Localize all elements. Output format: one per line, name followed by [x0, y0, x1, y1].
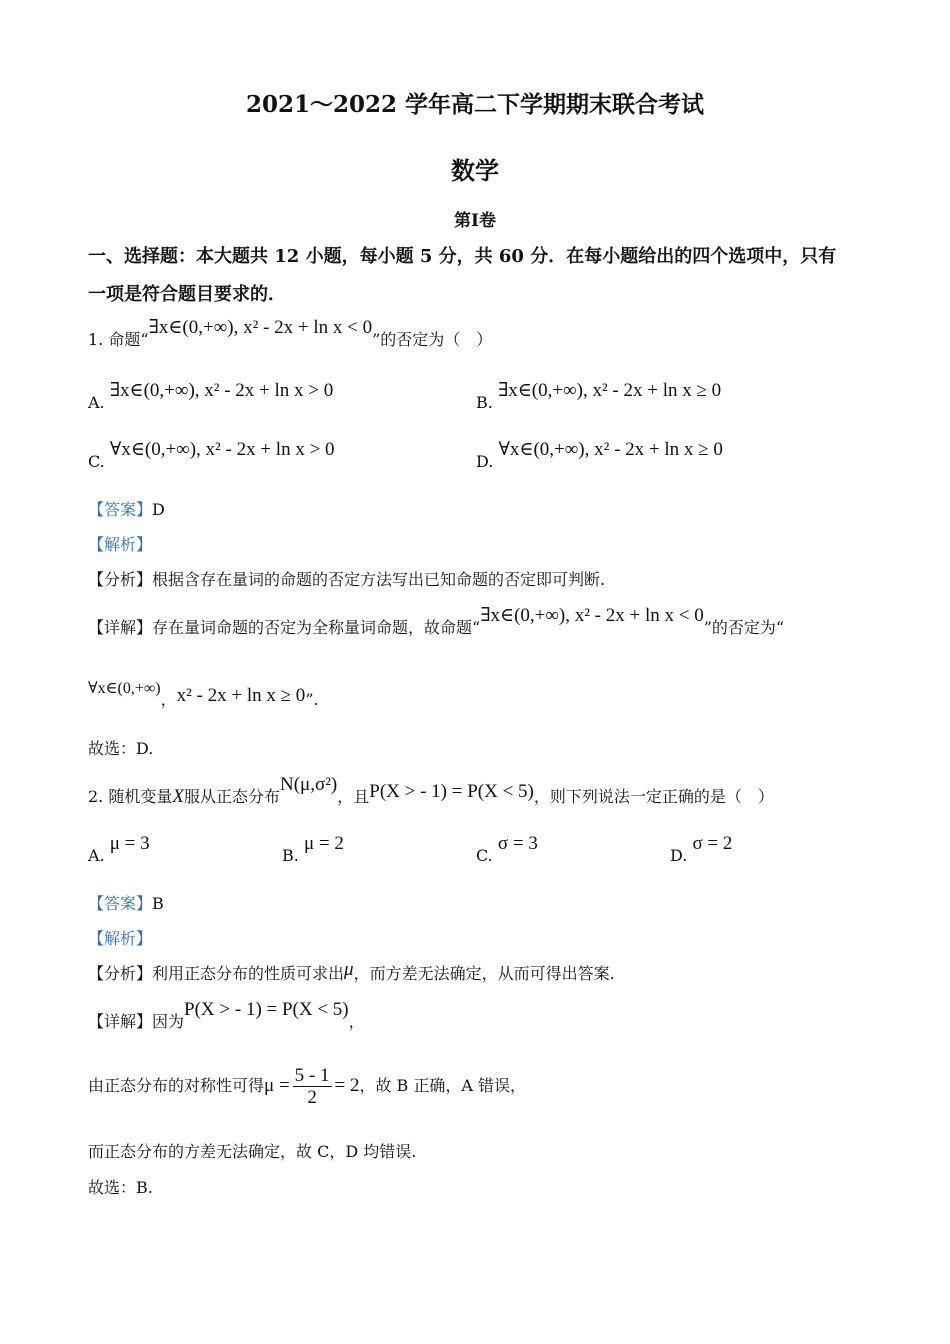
q2-answer-tag: 【答案】 — [88, 894, 153, 913]
q1-answer-value: D — [152, 500, 165, 519]
q1-xiangjie-text: 存在量词命题的否定为全称量词命题，故命题“ — [152, 618, 481, 637]
q2-sym-fraction — [293, 1065, 332, 1108]
q2-fenxi-pre: 利用正态分布的性质可求出 — [152, 964, 345, 983]
q2-suffix: ，则下列说法一定正确的是（ ） — [533, 787, 774, 806]
q1-option-b-expr: ∃x∈(0,+∞), x² - 2x + ln x ≥ 0 — [497, 380, 722, 401]
q1-option-a-expr: ∃x∈(0,+∞), x² - 2x + ln x > 0 — [109, 380, 334, 401]
q1-option-a — [88, 380, 334, 413]
q1-answer — [88, 500, 165, 520]
q2-sym-denominator: 2 — [307, 1087, 317, 1108]
q1-conclusion: 故选：D. — [88, 739, 154, 758]
q1-xiangjie-expr: ∃x∈(0,+∞), x² - 2x + ln x < 0 — [480, 605, 704, 626]
section-heading-line2: 一项是符合题目要求的． — [88, 284, 286, 305]
q2-fenxi-mu — [344, 960, 354, 980]
q2-option-c-expr: σ = 3 — [497, 833, 538, 854]
q1-option-d-expr: ∀x∈(0,+∞), x² - 2x + ln x ≥ 0 — [498, 439, 723, 460]
q1-xiangjie-tag: 【详解】 — [88, 618, 153, 637]
q2-cond: P(X > - 1) = P(X < 5) — [369, 781, 534, 802]
q2-option-c — [476, 833, 538, 866]
q1-fenxi-text: 根据含存在量词的命题的否定方法写出已知命题的否定即可判断. — [152, 570, 606, 589]
q2-stem — [88, 774, 774, 807]
q1-expr: ∃x∈(0,+∞), x² - 2x + ln x < 0 — [148, 317, 373, 338]
q2-var-symbol: X — [172, 786, 184, 807]
q2-option-d-expr: σ = 2 — [692, 833, 733, 854]
q2-sym-post: ，故 B 正确，A 错误， — [359, 1076, 527, 1095]
q1-jiexi-tag: 【解析】 — [88, 535, 153, 554]
q2-option-a-expr: μ = 3 — [109, 833, 150, 854]
q2-fenxi — [88, 959, 615, 984]
q1-option-a-label: A. — [88, 393, 105, 412]
exam-title: 2021～2022 学年高二下学期期末联合考试 — [245, 91, 705, 118]
q1-option-c-label: C. — [88, 452, 105, 471]
q2-fenxi-tag: 【分析】 — [88, 964, 153, 983]
q1-option-d — [476, 439, 723, 472]
q2-fenxi-post: ，而方差无法确定，从而可得出答案. — [353, 964, 615, 983]
q2-var — [172, 787, 184, 807]
q2-jiexi-tag: 【解析】 — [88, 929, 153, 948]
q2-sym-pre: 由正态分布的对称性可得 — [88, 1076, 265, 1095]
q2-option-a — [88, 833, 150, 866]
q2-option-b-expr: μ = 2 — [303, 833, 344, 854]
q2-xiangjie — [88, 999, 365, 1032]
q2-option-a-label: A. — [88, 846, 105, 865]
q2-prefix: 2. 随机变量 — [88, 787, 173, 806]
q1-option-b-label: B. — [476, 393, 493, 412]
q2-sym-mu: μ = — [264, 1075, 290, 1096]
q1-stem — [88, 317, 493, 350]
q1-neg-end: ”. — [305, 690, 319, 709]
q1-prefix: 1. 命题“ — [88, 330, 149, 349]
q2-mid2: ，且 — [337, 787, 370, 806]
q2-xiangjie-tag: 【详解】 — [88, 1012, 153, 1031]
q2-xiangjie-pre: 因为 — [152, 1012, 185, 1031]
q2-answer-value: B — [152, 894, 164, 913]
q1-option-b — [476, 380, 722, 413]
q2-xiangjie-post: ， — [348, 1012, 365, 1031]
q2-option-b — [282, 833, 344, 866]
volume-label: 第Ⅰ卷 — [454, 211, 496, 231]
q1-option-c — [88, 439, 335, 472]
q2-option-d-label: D. — [670, 846, 688, 865]
q1-neg-comma: ， — [160, 690, 177, 709]
q1-option-c-expr: ∀x∈(0,+∞), x² - 2x + ln x > 0 — [109, 439, 335, 460]
q2-option-c-label: C. — [476, 846, 493, 865]
q1-neg-expr2: x² - 2x + ln x ≥ 0 — [176, 685, 306, 706]
q2-option-d — [670, 833, 733, 866]
q2-sym-numerator: 5 - 1 — [294, 1065, 330, 1086]
q1-option-d-label: D. — [476, 452, 494, 471]
q1-neg-expr1: ∀x∈(0,+∞) — [88, 680, 161, 697]
subject-title: 数学 — [451, 156, 499, 185]
q2-fenxi-mu-symbol: μ — [344, 959, 354, 980]
q2-mid1: 服从正态分布 — [183, 787, 280, 806]
q1-negation — [88, 680, 319, 711]
q2-conclusion: 故选：B. — [88, 1178, 153, 1197]
q2-answer — [88, 894, 164, 914]
q1-answer-tag: 【答案】 — [88, 500, 153, 519]
q2-dist: N(μ,σ²) — [279, 774, 338, 795]
section-heading-line1: 一、选择题：本大题共 12 小题，每小题 5 分，共 60 分．在每小题给出的四个选项中，只有 — [88, 246, 837, 267]
q1-xiangjie — [88, 605, 785, 638]
q2-symmetry — [88, 1062, 526, 1110]
q1-fenxi — [88, 570, 605, 590]
q1-suffix: ”的否定为（ ） — [372, 330, 493, 349]
q2-option-b-label: B. — [282, 846, 299, 865]
q2-xiangjie-expr: P(X > - 1) = P(X < 5) — [184, 999, 349, 1020]
q1-xiangjie-suffix: ”的否定为“ — [703, 618, 785, 637]
q1-fenxi-tag: 【分析】 — [88, 570, 153, 589]
q2-sym-result: = 2 — [334, 1075, 360, 1096]
q2-variance-note: 而正态分布的方差无法确定，故 C，D 均错误. — [88, 1142, 417, 1161]
